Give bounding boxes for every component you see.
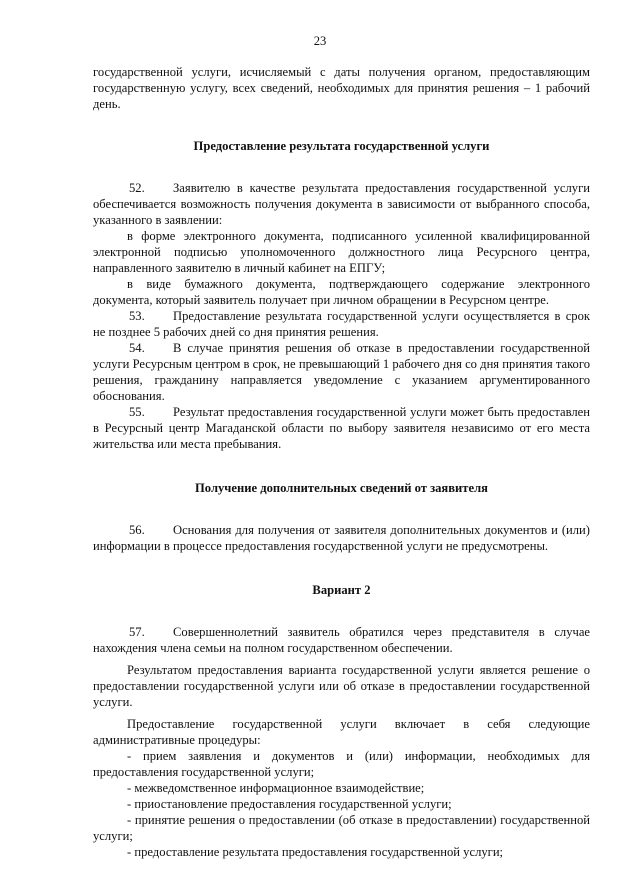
paragraph-56: 56. Основания для получения от заявителя дополнительных документов и (или) информации в процессе предоставления государственной услуги не предусмотрены. xyxy=(93,523,590,553)
item-number: 57. xyxy=(129,625,145,639)
paragraph-52-option-paper: в виде бумажного документа, подтверждающего содержание электронного документа, который заявитель получает при личном обращении в Ресурсном центре. xyxy=(93,277,590,307)
procedure-item: - прием заявления и документов и (или) информации, необходимых для предоставления государственной услуги; xyxy=(93,749,590,779)
paragraph-53: 53. Предоставление результата государственной услуги осуществляется в срок не позднее 5 рабочих дней со дня принятия решения. xyxy=(93,309,590,339)
paragraph-procedures-intro: Предоставление государственной услуги включает в себя следующие административные процедуры: xyxy=(93,717,590,747)
item-number: 53. xyxy=(129,309,145,323)
document-body xyxy=(93,64,590,860)
paragraph-52-option-electronic: в форме электронного документа, подписанного усиленной квалифицированной электронной подписью уполномоченного должностного лица Ресурсного центра, направленного заявителю в личный кабинет на ЕПГУ; xyxy=(93,229,590,275)
procedure-item: - приостановление предоставления государственной услуги; xyxy=(127,797,452,811)
item-number: 56. xyxy=(129,523,145,537)
paragraph-variant-result: Результатом предоставления варианта государственной услуги является решение о предоставлении государственной услуги или об отказе в предоставлении государственной услуги. xyxy=(93,663,590,709)
paragraph-54: 54. В случае принятия решения об отказе в предоставлении государственной услуги Ресурсным центром в срок, не превышающий 1 рабочего дня со дня принятия такого решения, гражданину направляется уведомление с указанием аргументированного обоснования. xyxy=(93,341,590,403)
item-number: 52. xyxy=(129,181,145,195)
page-number: 23 xyxy=(313,34,327,48)
procedure-item: - межведомственное информационное взаимодействие; xyxy=(127,781,425,795)
procedure-item: - принятие решения о предоставлении (об отказе в предоставлении) государственной услуги; xyxy=(93,813,590,843)
heading-variant-2: Вариант 2 xyxy=(312,583,371,597)
paragraph-52: 52. Заявителю в качестве результата предоставления государственной услуги обеспечивается возможность получения документа в зависимости от выбранного способа, указанного в заявлении: xyxy=(93,181,590,227)
heading-result: Предоставление результата государственной услуги xyxy=(193,139,490,153)
heading-additional-info: Получение дополнительных сведений от заявителя xyxy=(195,481,488,495)
item-number: 54. xyxy=(129,341,145,355)
item-number: 55. xyxy=(129,405,145,419)
paragraph-55: 55. Результат предоставления государственной услуги может быть предоставлен в Ресурсный центр Магаданской области по выбору заявителя независимо от его места жительства или места пребывания. xyxy=(93,405,590,451)
procedure-item: - предоставление результата предоставления государственной услуги; xyxy=(127,845,504,859)
paragraph-intro: государственной услуги, исчисляемый с даты получения органом, предоставляющим государственную услугу, всех сведений, необходимых для принятия решения – 1 рабочий день. xyxy=(93,65,590,111)
paragraph-57: 57. Совершеннолетний заявитель обратился через представителя в случае нахождения члена семьи на полном государственном обеспечении. xyxy=(93,625,590,655)
